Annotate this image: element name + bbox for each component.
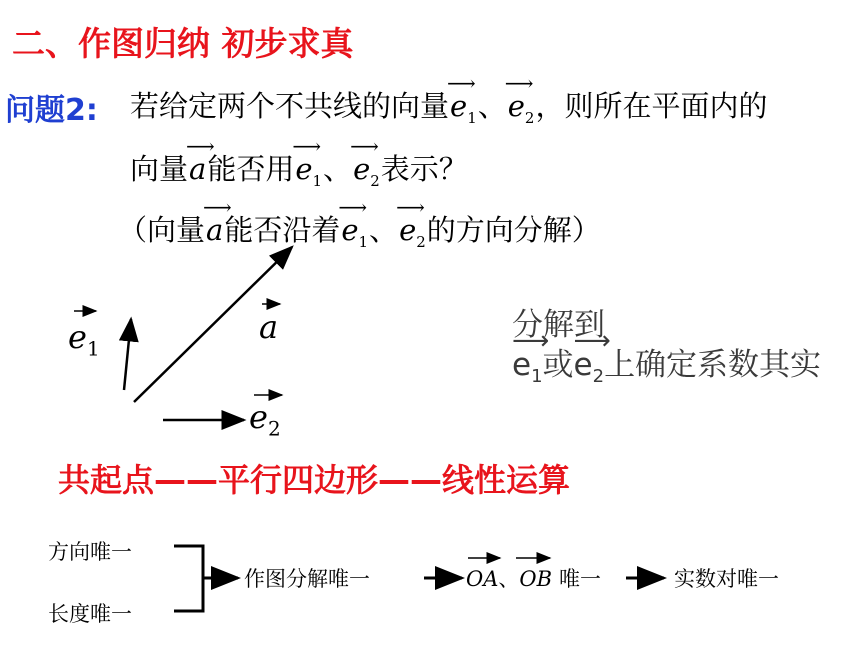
summary-line: 共起点——平行四边形——线性运算 <box>58 461 571 499</box>
note-line-2: ⟶ $e_1$或⟶ $e_2$上确定系数其实 <box>512 345 821 397</box>
vector-a: ⟶ a <box>188 152 207 186</box>
page-title: 二、作图归纳 初步求真 <box>12 24 354 63</box>
question-text: 表示？ <box>380 152 468 186</box>
question-label: 问题2: <box>5 93 98 128</box>
question-text: 能否沿着 <box>224 213 341 247</box>
label-e2: $e_2$ <box>249 398 281 441</box>
question-text: 能否用 <box>207 152 295 186</box>
separator: 、 <box>369 213 399 247</box>
vector-e2: ⟶ $e_2$ <box>507 89 536 127</box>
separator: 、 <box>477 89 507 123</box>
decomposition-note <box>512 305 821 397</box>
label-e1: $e_1$ <box>68 318 100 361</box>
question-text: 向量 <box>130 152 189 186</box>
flow-oa-ob: OA、OB <box>466 567 553 591</box>
vector-e2: ⟶ $e_2$ <box>352 152 381 190</box>
flow-step-real-pair: 实数对唯一 <box>674 567 779 591</box>
note-vector-e2: ⟶ $e_2$ <box>574 345 605 397</box>
vector-a: ⟶ a <box>205 213 224 247</box>
vector-e1: ⟶ $e_1$ <box>294 152 323 190</box>
label-a: a <box>259 308 279 346</box>
direction-unique: 方向唯一 <box>48 540 132 564</box>
vector-e1: ⟶ $e_1$ <box>449 89 478 127</box>
question-text: ，则所在平面内的 <box>535 89 768 123</box>
note-vector-e1: ⟶ $e_1$ <box>512 345 543 397</box>
vector-e2: ⟶ $e_2$ <box>398 213 427 251</box>
vector-e1-arrow <box>124 319 131 390</box>
separator: 、 <box>323 152 353 186</box>
length-unique: 长度唯一 <box>48 602 132 626</box>
question-text: 若给定两个不共线的向量 <box>130 89 450 123</box>
flow-bracket <box>174 546 203 611</box>
vector-e1: ⟶ $e_1$ <box>340 213 369 251</box>
note-line-1: 分解到 <box>512 307 605 343</box>
question-text: 的方向分解） <box>426 213 601 247</box>
question-text: （向量 <box>118 213 206 247</box>
flow-step-decompose: 作图分解唯一 <box>244 567 370 591</box>
flow-step-unique: 唯一 <box>559 567 601 591</box>
